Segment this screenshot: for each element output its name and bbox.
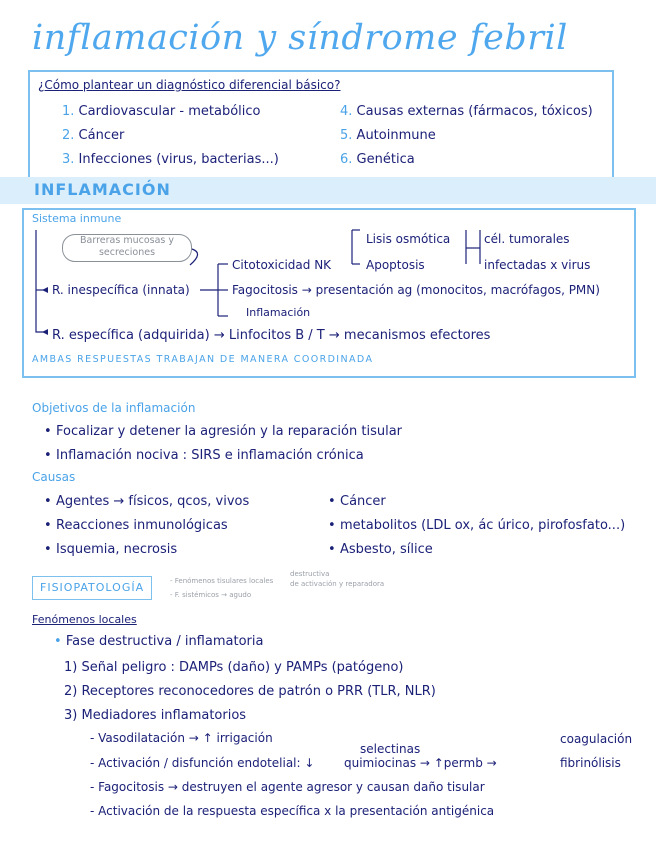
fisio-note-1c: de activación y reparadora — [290, 580, 385, 588]
item-number: 4. — [340, 104, 353, 119]
apoptosis: Apoptosis — [366, 258, 425, 272]
cel-tumorales: cél. tumorales — [484, 232, 570, 246]
list-item — [62, 128, 124, 143]
fibrinolisis: fibrinólisis — [560, 756, 621, 770]
fase-label: Fase destructiva / inflamatoria — [65, 634, 264, 649]
r-especifica-label: R. específica (adquirida) — [52, 328, 210, 343]
item-text: Causas externas (fármacos, tóxicos) — [356, 104, 593, 119]
fagocitosis-label: Fagocitosis — [232, 283, 298, 297]
activacion-step: - Activación de la respuesta específica x la presentación antigénica — [90, 804, 495, 818]
quimiocinas: quimiocinas → ↑permb → — [344, 756, 497, 770]
page-title: inflamación y síndrome febril — [32, 18, 568, 58]
arrow-icon: → — [301, 283, 312, 297]
fisiopatologia-label: FISIOPATOLOGÍA — [40, 581, 145, 594]
selectinas: selectinas — [360, 742, 421, 756]
arrow-icon: → — [213, 328, 225, 343]
diagnostico-question: ¿Cómo plantear un diagnóstico diferencial básico? — [38, 78, 341, 92]
arrow-icon: → — [328, 328, 340, 343]
sistema-label: Sistema inmune — [32, 212, 122, 225]
r-inespecifica: R. inespecífica (innata) — [52, 283, 190, 297]
list-item: • Asbesto, sílice — [340, 542, 433, 557]
citotoxicidad: Citotoxicidad NK — [232, 258, 332, 272]
vasodilatacion: - Vasodilatación → ↑ irrigación — [90, 731, 273, 745]
objetivos-heading: Objetivos de la inflamación — [32, 401, 196, 415]
linfocitos: Linfocitos B / T — [228, 328, 325, 343]
barreras-pill: Barreras mucosas y secreciones — [62, 234, 192, 262]
list-item — [340, 128, 436, 143]
list-item: • metabolitos (LDL ox, ác úrico, pirofosfato...) — [340, 518, 625, 533]
item-text: Infecciones (virus, bacterias...) — [78, 152, 279, 167]
mecanismos: mecanismos efectores — [343, 328, 491, 343]
fenomenos-heading: Fenómenos locales — [32, 613, 137, 626]
list-item: • Cáncer — [340, 494, 386, 509]
presentacion: presentación ag (monocitos, macrófagos, PMN) — [315, 283, 600, 297]
list-item: 1) Señal peligro : DAMPs (daño) y PAMPs (patógeno) — [64, 660, 404, 675]
bullet-icon: • — [54, 634, 62, 649]
fisio-note-1b: destructiva — [290, 570, 330, 578]
list-item: • Inflamación nociva : SIRS e inflamación crónica — [56, 448, 364, 463]
list-item — [62, 152, 279, 167]
list-item: 3) Mediadores inflamatorios — [64, 708, 247, 723]
item-number: 5. — [340, 128, 353, 143]
item-text: Cáncer — [78, 128, 125, 143]
r-especifica — [52, 328, 490, 343]
section-title: INFLAMACIÓN — [34, 180, 171, 199]
fisio-note-2: - F. sistémicos → agudo — [170, 591, 252, 599]
fase-destructiva — [54, 634, 263, 649]
lisis: Lisis osmótica — [366, 232, 451, 246]
fagocitosis — [232, 283, 600, 297]
causas-heading: Causas — [32, 470, 76, 484]
inflamacion-node: Inflamación — [246, 306, 311, 319]
activacion-endotelial: - Activación / disfunción endotelial: ↓ — [90, 756, 315, 770]
list-item: • Agentes → físicos, qcos, vivos — [56, 494, 249, 509]
list-item: • Isquemia, necrosis — [56, 542, 177, 557]
list-item: • Reacciones inmunológicas — [56, 518, 228, 533]
fagocitosis-step: - Fagocitosis → destruyen el agente agresor y causan daño tisular — [90, 780, 485, 794]
list-item: 2) Receptores reconocedores de patrón o PRR (TLR, NLR) — [64, 684, 436, 699]
fisio-note-1: - Fenómenos tisulares locales — [170, 577, 274, 585]
infectadas: infectadas x virus — [484, 258, 591, 272]
list-item — [340, 152, 415, 167]
coagulacion: coagulación — [560, 732, 633, 746]
list-item — [62, 104, 260, 119]
item-number: 3. — [62, 152, 75, 167]
item-number: 1. — [62, 104, 75, 119]
item-text: Genética — [356, 152, 415, 167]
ambas-note: AMBAS RESPUESTAS TRABAJAN DE MANERA COORDINADA — [32, 354, 374, 365]
item-text: Cardiovascular - metabólico — [78, 104, 261, 119]
item-number: 6. — [340, 152, 353, 167]
item-number: 2. — [62, 128, 75, 143]
list-item: • Focalizar y detener la agresión y la reparación tisular — [56, 424, 402, 439]
list-item — [340, 104, 593, 119]
item-text: Autoinmune — [356, 128, 436, 143]
